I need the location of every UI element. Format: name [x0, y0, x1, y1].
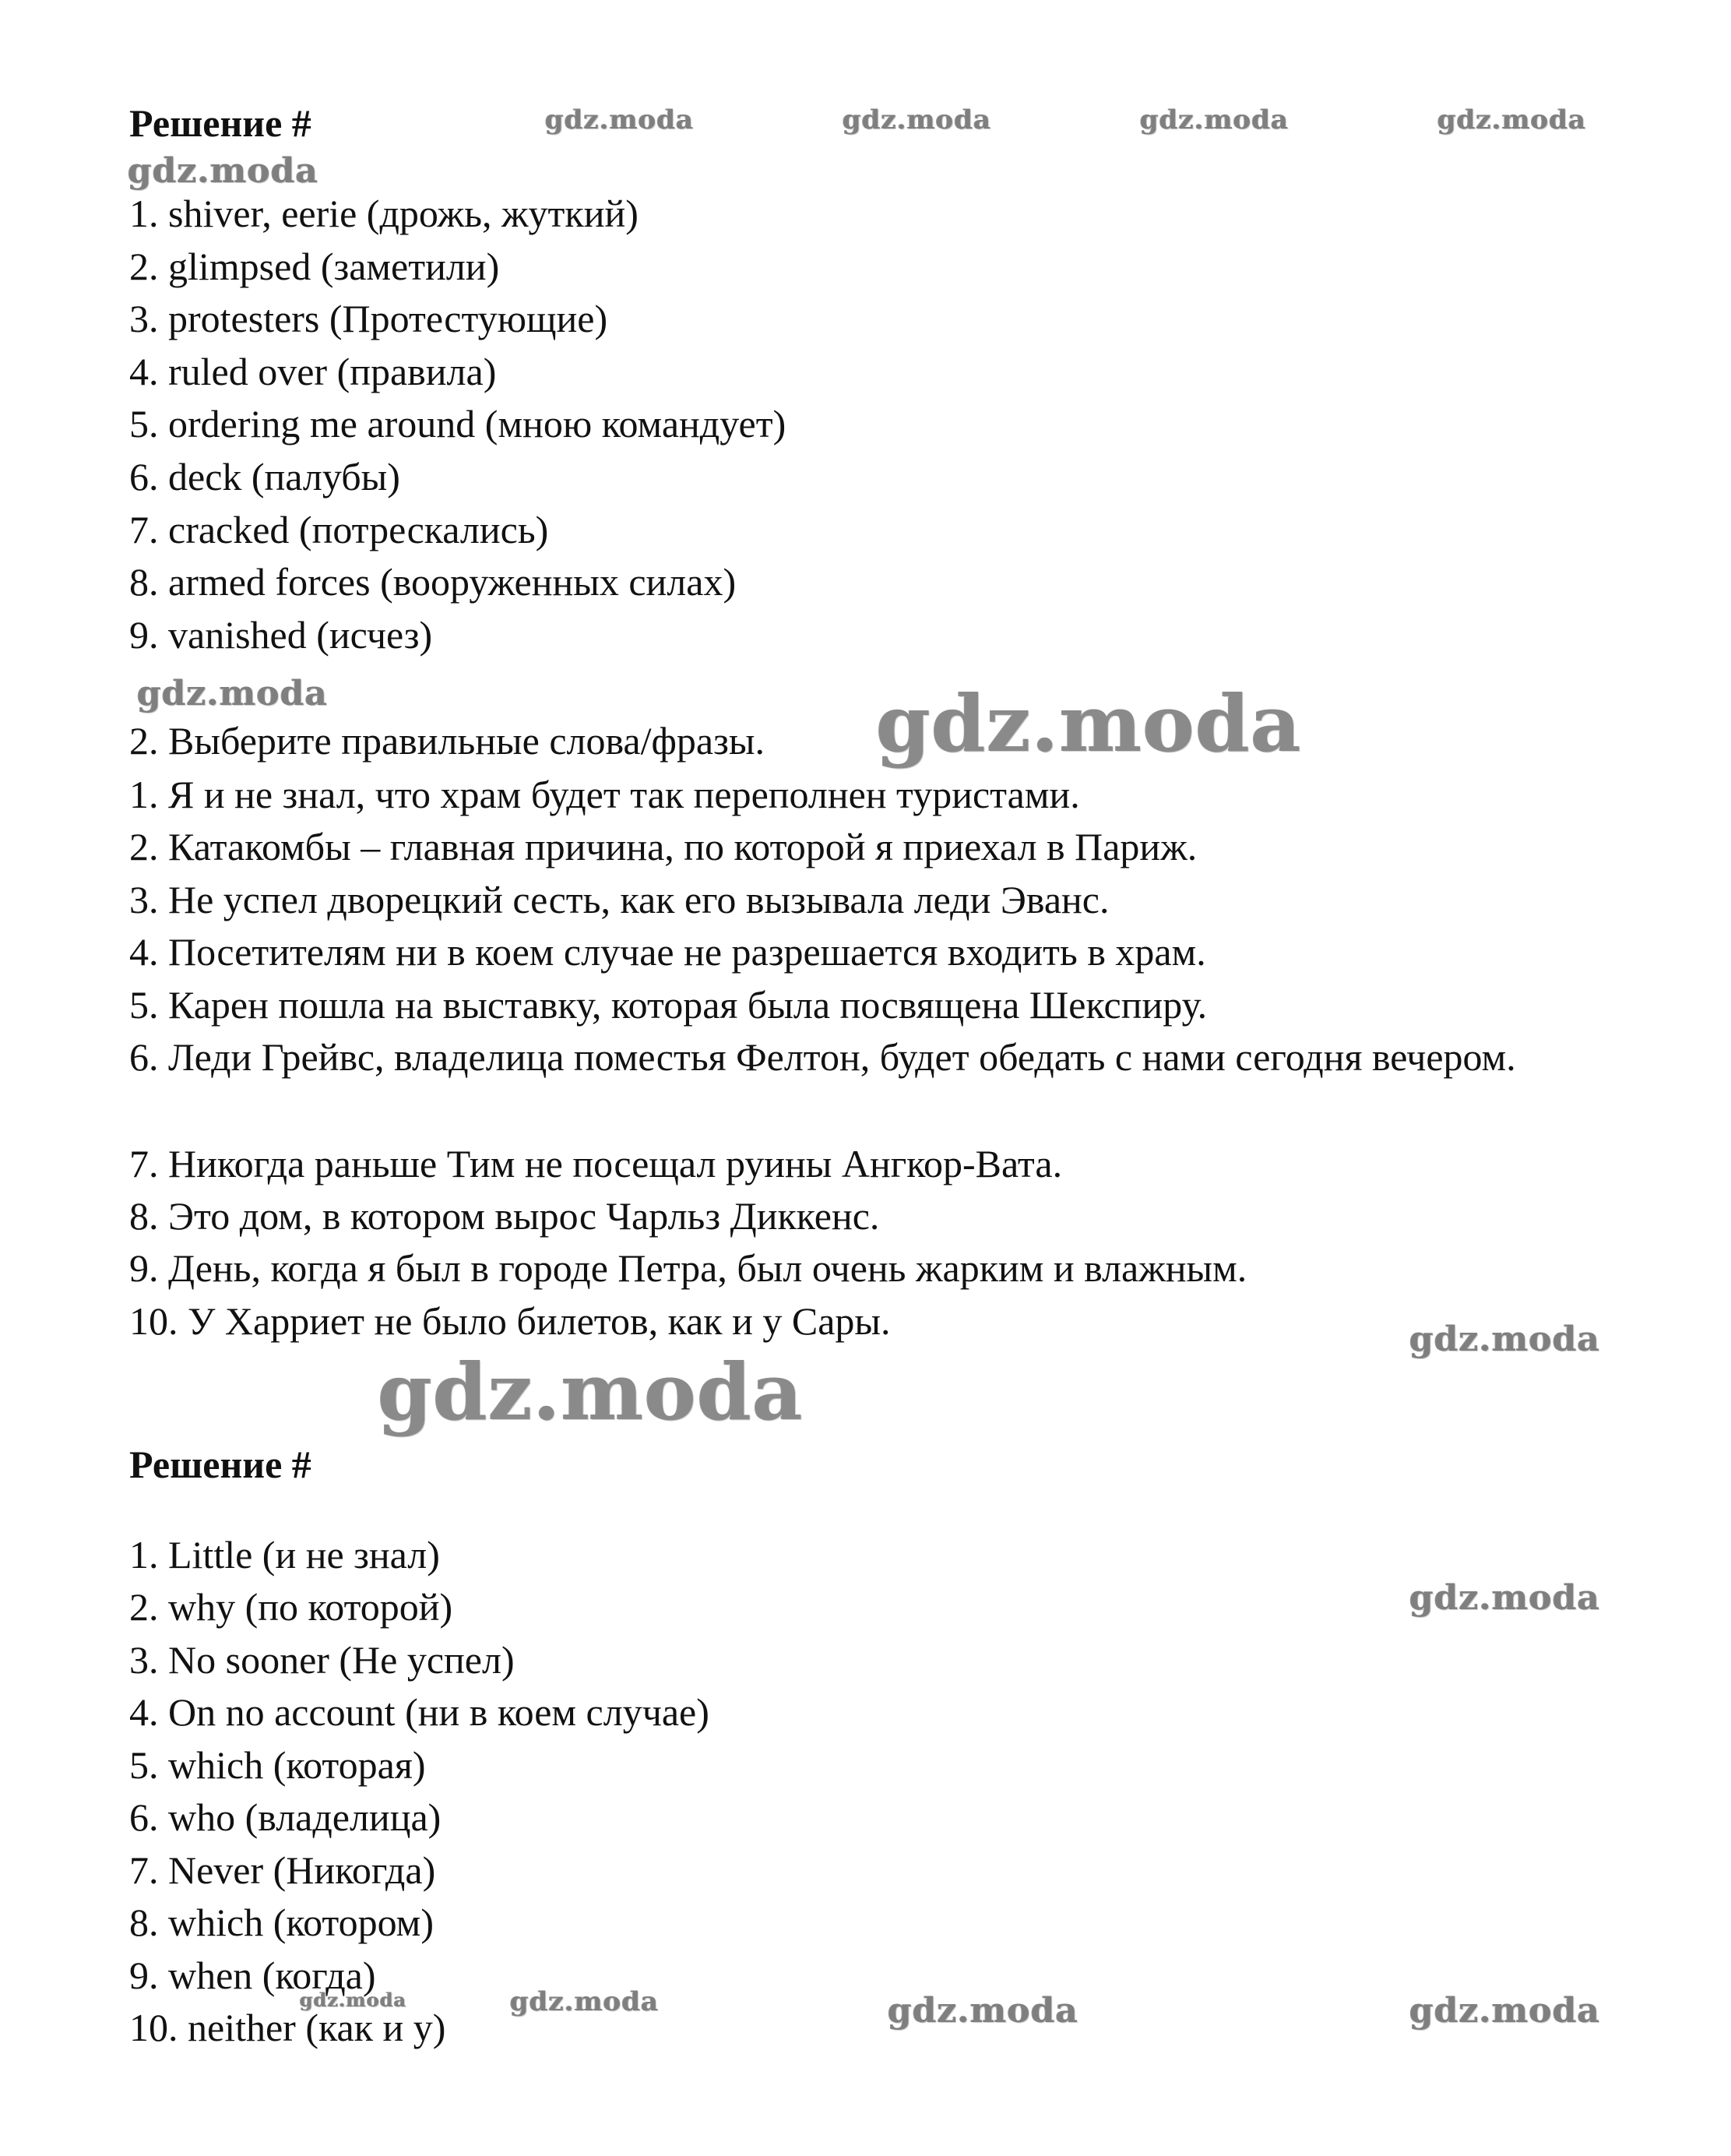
section1-heading: Решение # — [129, 101, 311, 145]
section3-answer-2: 2. why (по которой) — [129, 1585, 453, 1629]
watermark: gdz.moda — [137, 674, 329, 713]
section3-answer-4: 4. On no account (ни в коем случае) — [129, 1690, 709, 1734]
watermark: gdz.moda — [1437, 104, 1587, 136]
section1-answer-9: 9. vanished (исчез) — [129, 613, 433, 657]
section2-sentence-8: 8. Это дом, в котором вырос Чарльз Диккенс. — [129, 1194, 880, 1238]
watermark: gdz.moda — [378, 1346, 804, 1438]
section2-sentence-9: 9. День, когда я был в городе Петра, был очень жарким и влажным. — [129, 1246, 1247, 1290]
section3-answer-3: 3. No sooner (Не успел) — [129, 1638, 515, 1682]
section3-answer-1: 1. Little (и не знал) — [129, 1533, 440, 1576]
section3-answer-5: 5. which (которая) — [129, 1743, 426, 1787]
watermark: gdz.moda — [1140, 104, 1289, 136]
section2-sentence-7: 7. Никогда раньше Тим не посещал руины Ангкор-Вата. — [129, 1142, 1063, 1185]
watermark: gdz.moda — [545, 104, 695, 136]
section3-answer-7: 7. Never (Никогда) — [129, 1848, 436, 1892]
section1-answer-3: 3. protesters (Протестующие) — [129, 297, 608, 340]
section2-sentence-4: 4. Посетителям ни в коем случае не разрешается входить в храм. — [129, 930, 1206, 974]
section3-answer-10: 10. neither (как и у) — [129, 2006, 446, 2049]
section2-sentence-10: 10. У Харриет не было билетов, как и у Сары. — [129, 1299, 891, 1343]
section3-answer-8: 8. which (котором) — [129, 1901, 434, 1944]
section2-sentence-5: 5. Карен пошла на выставку, которая была посвящена Шекспиру. — [129, 983, 1208, 1027]
watermark: gdz.moda — [510, 1986, 660, 2017]
watermark: gdz.moda — [876, 678, 1302, 770]
section1-answer-6: 6. deck (палубы) — [129, 455, 400, 498]
section2-task: 2. Выберите правильные слова/фразы. — [129, 719, 765, 763]
section1-answer-1: 1. shiver, eerie (дрожь, жуткий) — [129, 192, 639, 235]
section2-sentence-1: 1. Я и не знал, что храм будет так переполнен туристами. — [129, 773, 1080, 816]
section1-answer-5: 5. ordering me around (мною командует) — [129, 402, 786, 446]
watermark: gdz.moda — [300, 1989, 407, 2011]
section2-sentence-2: 2. Катакомбы – главная причина, по которой я приехал в Париж. — [129, 825, 1198, 868]
watermark: gdz.moda — [128, 151, 319, 191]
watermark: gdz.moda — [1409, 1319, 1601, 1359]
section2-sentence-6: 6. Леди Грейвс, владелица поместья Фелтон, будет обедать с нами сегодня вечером. — [129, 1035, 1516, 1079]
section3-heading: Решение # — [129, 1443, 311, 1486]
section1-answer-8: 8. armed forces (вооруженных силах) — [129, 560, 737, 604]
section2-sentence-3: 3. Не успел дворецкий сесть, как его вызывала леди Эванс. — [129, 878, 1110, 921]
watermark: gdz.moda — [888, 1991, 1079, 2031]
section3-answer-9: 9. when (когда) — [129, 1953, 376, 1997]
section3-answer-6: 6. who (владелица) — [129, 1795, 442, 1839]
section1-answer-7: 7. cracked (потрескались) — [129, 508, 549, 551]
watermark: gdz.moda — [1409, 1578, 1601, 1618]
watermark: gdz.moda — [1409, 1991, 1601, 2031]
section1-answer-2: 2. glimpsed (заметили) — [129, 245, 500, 288]
watermark: gdz.moda — [843, 104, 992, 136]
section1-answer-4: 4. ruled over (правила) — [129, 350, 497, 393]
